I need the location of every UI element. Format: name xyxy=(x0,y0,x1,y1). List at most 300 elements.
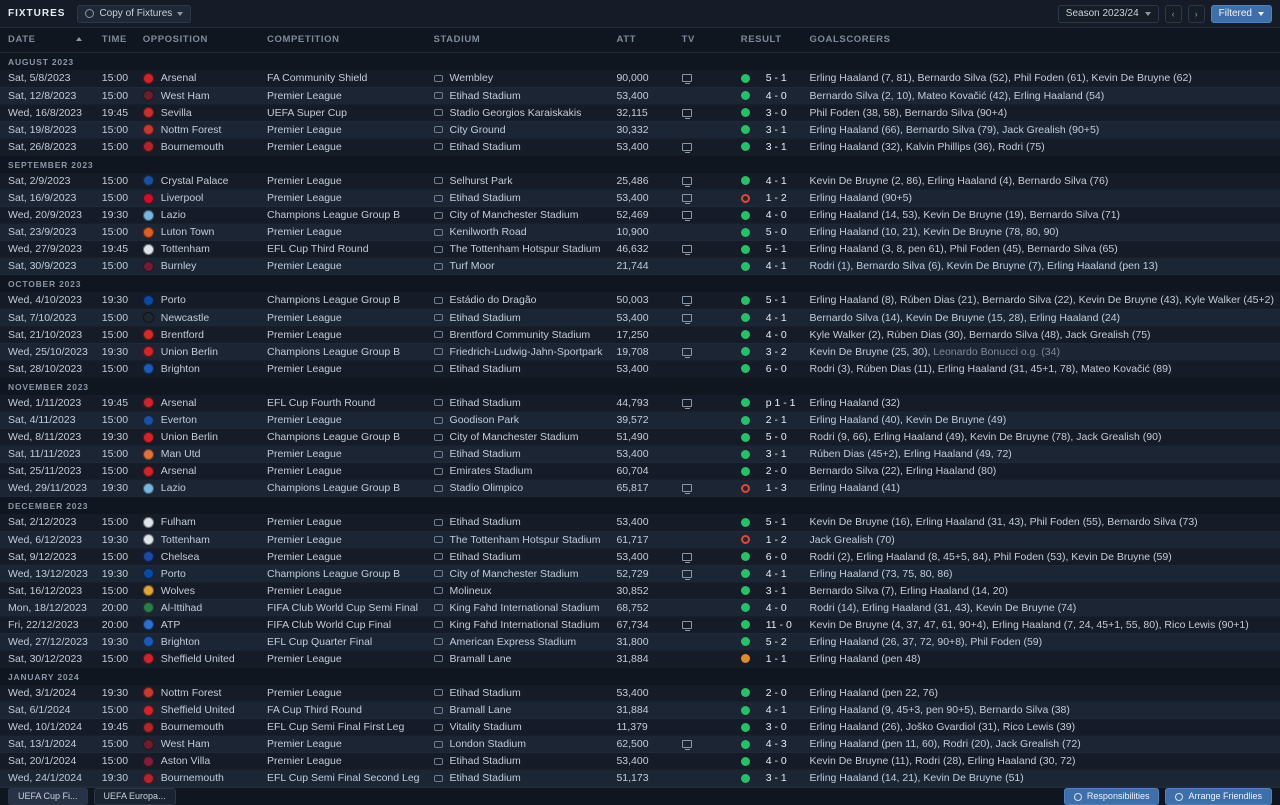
opposition-name: Chelsea xyxy=(160,550,200,563)
stadium-icon xyxy=(434,75,443,82)
result-score: 6 - 0 xyxy=(765,550,787,563)
club-badge-icon xyxy=(143,312,154,323)
cell-stadium xyxy=(426,258,609,275)
table-row[interactable] xyxy=(0,326,1280,343)
goalscorers-text: Erling Haaland (26, 37, 72, 90+8), Phil Foden (59) xyxy=(809,635,1043,648)
result-score: 3 - 1 xyxy=(765,584,787,597)
result-score: 5 - 1 xyxy=(765,72,787,85)
goalscorers-text: Erling Haaland (pen 48) xyxy=(809,652,921,665)
table-row[interactable] xyxy=(0,190,1280,207)
stadium-name: American Express Stadium xyxy=(449,635,577,648)
opposition-name: Lazio xyxy=(160,482,186,494)
cell-opposition[interactable] xyxy=(135,412,259,429)
col-att[interactable]: ATT xyxy=(608,28,673,53)
cell-opposition[interactable] xyxy=(135,599,259,616)
cell-date: Wed, 25/10/2023 xyxy=(0,343,94,360)
fixtures-table-container[interactable] xyxy=(0,28,1280,787)
cell-tv xyxy=(674,650,733,667)
cell-attendance: 52,469 xyxy=(608,207,673,224)
responsibilities-button[interactable] xyxy=(1064,788,1160,805)
cell-date: Sat, 26/8/2023 xyxy=(0,138,94,155)
cell-goalscorers xyxy=(802,224,1280,241)
cell-opposition[interactable] xyxy=(135,395,259,412)
stadium-icon xyxy=(434,109,443,116)
cell-time: 15:00 xyxy=(94,121,135,138)
cell-attendance: 53,400 xyxy=(608,138,673,155)
cell-time: 15:00 xyxy=(94,190,135,207)
cell-result xyxy=(733,173,802,190)
cell-goalscorers xyxy=(802,343,1280,360)
table-row[interactable] xyxy=(0,412,1280,429)
opposition-name: Sheffield United xyxy=(160,704,235,716)
cell-opposition[interactable] xyxy=(135,104,259,121)
cell-opposition[interactable] xyxy=(135,173,259,190)
cell-opposition[interactable] xyxy=(135,138,259,155)
cell-opposition[interactable] xyxy=(135,360,259,377)
goalscorers-text: Bernardo Silva (14), Kevin De Bruyne (15, 28), Erling Haaland (24) xyxy=(809,311,1121,324)
stadium-icon xyxy=(434,707,443,714)
table-row[interactable] xyxy=(0,463,1280,480)
cell-stadium xyxy=(426,463,609,480)
cell-attendance: 90,000 xyxy=(608,70,673,87)
tv-icon xyxy=(682,553,692,561)
cell-time: 15:00 xyxy=(94,446,135,463)
club-badge-icon xyxy=(143,346,154,357)
cell-goalscorers xyxy=(802,87,1280,104)
cell-competition: Premier League xyxy=(259,514,426,531)
cell-opposition[interactable] xyxy=(135,650,259,667)
cell-time: 15:00 xyxy=(94,753,135,770)
stadium-icon xyxy=(434,689,443,696)
stadium-icon xyxy=(434,604,443,611)
table-row[interactable] xyxy=(0,395,1280,412)
cell-time: 19:30 xyxy=(94,292,135,309)
cell-opposition[interactable] xyxy=(135,633,259,650)
arrange-friendlies-button[interactable] xyxy=(1165,788,1272,805)
stadium-icon xyxy=(434,638,443,645)
table-row[interactable] xyxy=(0,258,1280,275)
cell-goalscorers xyxy=(802,446,1280,463)
cell-tv xyxy=(674,121,733,138)
cell-result xyxy=(733,87,802,104)
stadium-name: Etihad Stadium xyxy=(449,550,521,563)
table-row[interactable] xyxy=(0,309,1280,326)
cell-opposition[interactable] xyxy=(135,514,259,531)
result-score: 2 - 0 xyxy=(765,465,787,477)
goalscorers-text: Erling Haaland (10, 21), Kevin De Bruyne (78, 80, 90) xyxy=(809,226,1059,238)
stadium-icon xyxy=(434,331,443,338)
cell-opposition[interactable] xyxy=(135,685,259,702)
tab-uefa-europa[interactable]: UEFA Europa... xyxy=(94,788,176,805)
cell-competition: Premier League xyxy=(259,309,426,326)
table-header xyxy=(0,28,1280,53)
cell-competition: Premier League xyxy=(259,224,426,241)
opposition-name: Everton xyxy=(160,414,197,426)
stadium-icon xyxy=(434,348,443,355)
cell-opposition[interactable] xyxy=(135,190,259,207)
goalscorers-text: Erling Haaland (41) xyxy=(809,482,901,494)
opposition-name: Sevilla xyxy=(160,106,192,119)
opposition-name: Aston Villa xyxy=(160,755,211,767)
goalscorers-text: Bernardo Silva (7), Erling Haaland (14, 20) xyxy=(809,584,1008,597)
stadium-name: Molineux xyxy=(449,584,492,597)
cell-tv xyxy=(674,582,733,599)
table-row[interactable] xyxy=(0,446,1280,463)
club-badge-icon xyxy=(143,705,154,716)
result-status-icon xyxy=(741,245,750,254)
cell-opposition[interactable] xyxy=(135,224,259,241)
cell-stadium xyxy=(426,121,609,138)
stadium-name: Etihad Stadium xyxy=(449,448,521,460)
cell-date: Sat, 13/1/2024 xyxy=(0,736,94,753)
result-status-icon xyxy=(741,637,750,646)
table-row[interactable] xyxy=(0,343,1280,360)
stadium-icon xyxy=(434,468,443,475)
result-status-icon xyxy=(741,142,750,151)
cell-opposition[interactable] xyxy=(135,343,259,360)
goalscorers-text: Erling Haaland (90+5) xyxy=(809,192,912,204)
cell-attendance: 11,379 xyxy=(608,719,673,736)
cell-tv xyxy=(674,104,733,121)
goalscorers-text: Kevin De Bruyne (2, 86), Erling Haaland (4), Bernardo Silva (76) xyxy=(809,174,1109,187)
goalscorers-text: Erling Haaland (26), Joško Gvardiol (31), Rico Lewis (39) xyxy=(809,721,1076,733)
prev-button[interactable]: ‹ xyxy=(1165,5,1182,23)
goalscorers-text: Kevin De Bruyne (25, 30), xyxy=(809,345,934,358)
month-separator xyxy=(0,667,1280,685)
stadium-name: Etihad Stadium xyxy=(449,89,521,102)
table-row[interactable] xyxy=(0,104,1280,121)
cell-goalscorers xyxy=(802,360,1280,377)
cell-goalscorers xyxy=(802,121,1280,138)
col-opposition[interactable]: OPPOSITION xyxy=(135,28,259,53)
cell-opposition[interactable] xyxy=(135,446,259,463)
cell-attendance: 53,400 xyxy=(608,514,673,531)
cell-result xyxy=(733,446,802,463)
result-status-icon xyxy=(741,552,750,561)
club-badge-icon xyxy=(143,73,154,84)
filter-button[interactable] xyxy=(1211,5,1272,23)
cell-goalscorers xyxy=(802,463,1280,480)
table-row[interactable] xyxy=(0,360,1280,377)
cell-time: 19:30 xyxy=(94,531,135,548)
cell-time: 19:30 xyxy=(94,633,135,650)
cell-date: Wed, 6/12/2023 xyxy=(0,531,94,548)
cell-time: 15:00 xyxy=(94,87,135,104)
cell-opposition[interactable] xyxy=(135,736,259,753)
chevron-down-icon xyxy=(177,12,183,16)
cell-goalscorers xyxy=(802,207,1280,224)
col-competition[interactable]: COMPETITION xyxy=(259,28,426,53)
cell-result xyxy=(733,770,802,787)
result-score: 4 - 0 xyxy=(765,209,787,221)
cell-opposition[interactable] xyxy=(135,753,259,770)
bottom-bar-actions xyxy=(1064,788,1272,805)
result-score: 5 - 1 xyxy=(765,243,787,255)
cell-goalscorers xyxy=(802,395,1280,412)
result-score: 1 - 1 xyxy=(765,652,787,665)
cell-attendance: 31,800 xyxy=(608,633,673,650)
stadium-name: Bramall Lane xyxy=(449,704,512,716)
result-score: 4 - 0 xyxy=(765,601,787,614)
cell-attendance: 44,793 xyxy=(608,395,673,412)
cell-opposition[interactable] xyxy=(135,429,259,446)
fixtures-table xyxy=(0,28,1280,787)
month-label: SEPTEMBER 2023 xyxy=(0,155,1280,173)
opposition-name: Wolves xyxy=(160,584,196,597)
table-row[interactable] xyxy=(0,531,1280,548)
opposition-name: Nottm Forest xyxy=(160,686,222,699)
stadium-name: Etihad Stadium xyxy=(449,396,521,409)
cell-date: Fri, 22/12/2023 xyxy=(0,616,94,633)
cell-date: Wed, 29/11/2023 xyxy=(0,480,94,497)
view-selector[interactable] xyxy=(77,5,191,23)
table-row[interactable] xyxy=(0,70,1280,87)
month-label: OCTOBER 2023 xyxy=(0,275,1280,293)
next-button[interactable]: › xyxy=(1188,5,1205,23)
table-row[interactable] xyxy=(0,480,1280,497)
result-score: 4 - 0 xyxy=(765,755,787,767)
cell-time: 15:00 xyxy=(94,582,135,599)
table-row[interactable] xyxy=(0,224,1280,241)
table-row[interactable] xyxy=(0,582,1280,599)
stadium-name: The Tottenham Hotspur Stadium xyxy=(449,533,601,546)
result-status-icon xyxy=(741,433,750,442)
cell-goalscorers xyxy=(802,514,1280,531)
cell-stadium xyxy=(426,138,609,155)
result-status-icon xyxy=(741,416,750,425)
table-row[interactable] xyxy=(0,685,1280,702)
goalscorers-text: Kyle Walker (2), Rúben Dias (30), Bernardo Silva (48), Jack Grealish (75) xyxy=(809,328,1151,341)
stadium-icon xyxy=(434,263,443,270)
cell-time: 19:30 xyxy=(94,480,135,497)
cell-result xyxy=(733,480,802,497)
cell-attendance: 31,884 xyxy=(608,702,673,719)
cell-date: Sat, 16/9/2023 xyxy=(0,190,94,207)
stadium-icon xyxy=(434,519,443,526)
cell-opposition[interactable] xyxy=(135,326,259,343)
cell-goalscorers xyxy=(802,70,1280,87)
table-row[interactable] xyxy=(0,770,1280,787)
cell-result xyxy=(733,582,802,599)
cell-opposition[interactable] xyxy=(135,463,259,480)
club-badge-icon xyxy=(143,585,154,596)
bottom-bar xyxy=(0,787,1280,805)
cell-date: Wed, 13/12/2023 xyxy=(0,565,94,582)
cell-competition: FIFA Club World Cup Final xyxy=(259,616,426,633)
cell-time: 15:00 xyxy=(94,138,135,155)
col-date[interactable] xyxy=(0,28,94,53)
table-row[interactable] xyxy=(0,616,1280,633)
club-badge-icon xyxy=(143,602,154,613)
cell-opposition[interactable] xyxy=(135,616,259,633)
opposition-name: Burnley xyxy=(160,260,197,272)
result-score: 3 - 0 xyxy=(765,721,787,733)
cell-opposition[interactable] xyxy=(135,241,259,258)
cell-opposition[interactable] xyxy=(135,565,259,582)
cell-stadium xyxy=(426,565,609,582)
cell-opposition[interactable] xyxy=(135,70,259,87)
cell-stadium xyxy=(426,582,609,599)
table-row[interactable] xyxy=(0,719,1280,736)
tv-icon xyxy=(682,109,692,117)
cell-result xyxy=(733,429,802,446)
table-row[interactable] xyxy=(0,514,1280,531)
cell-result xyxy=(733,104,802,121)
cell-date: Wed, 16/8/2023 xyxy=(0,104,94,121)
result-score: 1 - 3 xyxy=(765,482,787,494)
cell-date: Wed, 1/11/2023 xyxy=(0,395,94,412)
table-row[interactable] xyxy=(0,736,1280,753)
col-time[interactable]: TIME xyxy=(94,28,135,53)
stadium-name: The Tottenham Hotspur Stadium xyxy=(449,243,601,255)
result-score: 5 - 1 xyxy=(765,294,787,307)
table-row[interactable] xyxy=(0,753,1280,770)
cell-attendance: 62,500 xyxy=(608,736,673,753)
cell-opposition[interactable] xyxy=(135,207,259,224)
cell-goalscorers xyxy=(802,770,1280,787)
opposition-name: Nottm Forest xyxy=(160,123,222,136)
col-result[interactable]: RESULT xyxy=(733,28,802,53)
cell-opposition[interactable] xyxy=(135,309,259,326)
result-status-icon xyxy=(741,535,750,544)
stadium-icon xyxy=(434,451,443,458)
cell-goalscorers xyxy=(802,104,1280,121)
month-label: AUGUST 2023 xyxy=(0,53,1280,71)
result-status-icon xyxy=(741,330,750,339)
result-status-icon xyxy=(741,194,750,203)
cell-opposition[interactable] xyxy=(135,480,259,497)
cell-tv xyxy=(674,685,733,702)
cell-date: Wed, 8/11/2023 xyxy=(0,429,94,446)
cell-stadium xyxy=(426,395,609,412)
cell-result xyxy=(733,736,802,753)
opposition-name: Liverpool xyxy=(160,192,204,204)
cell-time: 15:00 xyxy=(94,548,135,565)
cell-stadium xyxy=(426,70,609,87)
stadium-icon xyxy=(434,724,443,731)
cell-stadium xyxy=(426,702,609,719)
club-badge-icon xyxy=(143,449,154,460)
cell-competition: EFL Cup Fourth Round xyxy=(259,395,426,412)
result-score: 4 - 1 xyxy=(765,174,787,187)
cell-competition: Premier League xyxy=(259,412,426,429)
table-row[interactable] xyxy=(0,548,1280,565)
view-selector-label: Copy of Fixtures xyxy=(99,8,173,19)
cell-time: 15:00 xyxy=(94,702,135,719)
cell-opposition[interactable] xyxy=(135,258,259,275)
cell-date: Sat, 7/10/2023 xyxy=(0,309,94,326)
table-row[interactable] xyxy=(0,138,1280,155)
tv-icon xyxy=(682,314,692,322)
cell-tv xyxy=(674,463,733,480)
club-badge-icon xyxy=(143,773,154,784)
cell-opposition[interactable] xyxy=(135,121,259,138)
col-stadium[interactable]: STADIUM xyxy=(426,28,609,53)
stadium-name: King Fahd International Stadium xyxy=(449,618,600,631)
opposition-name: ATP xyxy=(160,618,181,631)
col-goalscorers[interactable]: GOALSCORERS xyxy=(802,28,1280,53)
cell-opposition[interactable] xyxy=(135,87,259,104)
result-status-icon xyxy=(741,654,750,663)
opposition-name: Lazio xyxy=(160,209,186,221)
month-separator xyxy=(0,155,1280,173)
season-selector[interactable] xyxy=(1058,5,1159,23)
result-status-icon xyxy=(741,484,750,493)
table-row[interactable] xyxy=(0,292,1280,309)
goalscorers-text: Rodri (1), Bernardo Silva (6), Kevin De Bruyne (7), Erling Haaland (pen 13) xyxy=(809,260,1158,272)
cell-opposition[interactable] xyxy=(135,770,259,787)
cell-opposition[interactable] xyxy=(135,292,259,309)
cell-result xyxy=(733,753,802,770)
stadium-icon xyxy=(434,92,443,99)
club-badge-icon xyxy=(143,517,154,528)
cell-tv xyxy=(674,360,733,377)
stadium-icon xyxy=(434,536,443,543)
stadium-name: Stadio Olimpico xyxy=(449,482,524,494)
cell-stadium xyxy=(426,514,609,531)
table-row[interactable] xyxy=(0,121,1280,138)
stadium-name: London Stadium xyxy=(449,738,527,750)
stadium-name: Selhurst Park xyxy=(449,174,513,187)
result-status-icon xyxy=(741,211,750,220)
club-badge-icon xyxy=(143,90,154,101)
table-row[interactable] xyxy=(0,702,1280,719)
tv-icon xyxy=(682,177,692,185)
stadium-icon xyxy=(434,741,443,748)
opposition-name: Tottenham xyxy=(160,243,210,255)
result-status-icon xyxy=(741,620,750,629)
cell-goalscorers xyxy=(802,685,1280,702)
table-row[interactable] xyxy=(0,87,1280,104)
cell-result xyxy=(733,412,802,429)
table-row[interactable] xyxy=(0,650,1280,667)
cell-opposition[interactable] xyxy=(135,719,259,736)
col-tv[interactable]: TV xyxy=(674,28,733,53)
table-row[interactable] xyxy=(0,429,1280,446)
table-row[interactable] xyxy=(0,633,1280,650)
cell-opposition[interactable] xyxy=(135,702,259,719)
table-row[interactable] xyxy=(0,173,1280,190)
cell-opposition[interactable] xyxy=(135,531,259,548)
cell-goalscorers xyxy=(802,531,1280,548)
stadium-icon xyxy=(434,143,443,150)
tab-uefa-cup-final[interactable]: UEFA Cup Fi... xyxy=(8,788,88,805)
table-row[interactable] xyxy=(0,565,1280,582)
goalscorers-text: Erling Haaland (3, 8, pen 61), Phil Foden (45), Bernardo Silva (65) xyxy=(809,243,1118,255)
opposition-name: Brighton xyxy=(160,362,200,375)
club-badge-icon xyxy=(143,619,154,630)
result-score: 4 - 1 xyxy=(765,311,787,324)
result-score: 5 - 0 xyxy=(765,431,787,443)
responsibilities-label: Responsibilities xyxy=(1086,791,1150,801)
cell-competition: Premier League xyxy=(259,582,426,599)
club-badge-icon xyxy=(143,636,154,647)
cell-attendance: 53,400 xyxy=(608,360,673,377)
own-goal-text: Leonardo Bonucci o.g. (34) xyxy=(933,345,1060,358)
cell-opposition[interactable] xyxy=(135,548,259,565)
table-row[interactable] xyxy=(0,599,1280,616)
result-score: 4 - 1 xyxy=(765,567,787,580)
stadium-icon xyxy=(434,655,443,662)
goalscorers-text: Phil Foden (38, 58), Bernardo Silva (90+4) xyxy=(809,106,1008,119)
cell-competition: Premier League xyxy=(259,258,426,275)
table-row[interactable] xyxy=(0,207,1280,224)
table-row[interactable] xyxy=(0,241,1280,258)
tv-icon xyxy=(682,740,692,748)
cell-opposition[interactable] xyxy=(135,582,259,599)
result-score: 4 - 0 xyxy=(765,328,787,341)
club-badge-icon xyxy=(143,124,154,135)
